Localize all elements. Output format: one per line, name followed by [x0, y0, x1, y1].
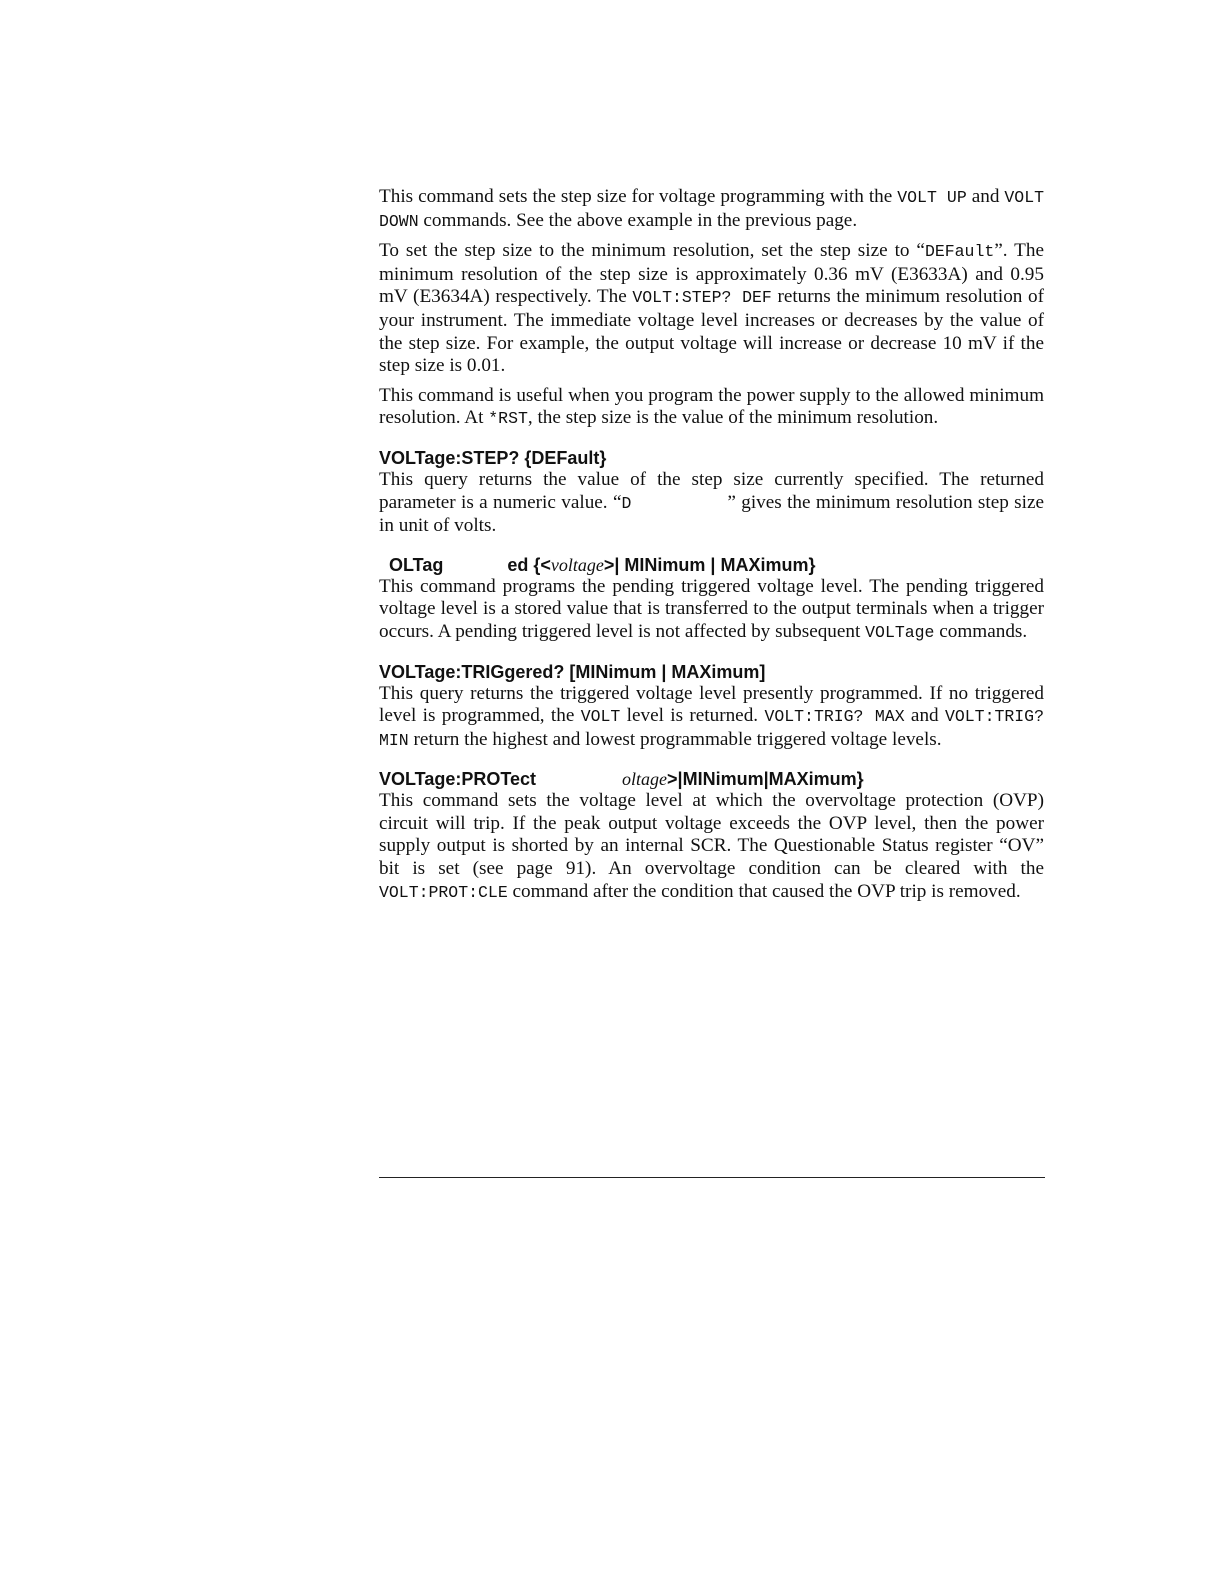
- text: ” gives the minimum resolution step size in unit of volts.: [379, 491, 1044, 537]
- section-heading: VOLTage:TRIGgered? [MINimum | MAXimum]: [379, 661, 766, 682]
- section-body: [379, 683, 1044, 753]
- code-volt-step-query: VOLT:STEP? DEF: [632, 288, 772, 308]
- heading-part: >|MINimum|MAXimum}: [667, 769, 864, 790]
- text: , the step size is the value of the minimum resolution.: [527, 407, 939, 429]
- code-volt-trig-max: VOLT:TRIG? MAX: [764, 707, 905, 727]
- intro-paragraph-1: [379, 186, 1044, 233]
- text: returns the minimum resolution of your instrument. The immediate voltage level increases or decreases by the value of the step size. For example, the output voltage will increase or decrease 10 mV if the step size is 0.01.: [379, 286, 1044, 377]
- code-volt-prot-cle: VOLT:PROT:CLE: [379, 882, 508, 902]
- section-step-query: [379, 447, 1044, 538]
- heading-part: OLTag: [389, 554, 444, 575]
- heading-part: ed {<: [507, 554, 551, 575]
- page-content: [379, 186, 1044, 911]
- section-body: [379, 576, 1044, 645]
- code-voltage: VOLTage: [865, 622, 935, 642]
- section-protect: [379, 768, 1044, 904]
- intro-paragraph-3: [379, 385, 1044, 431]
- text: return the highest and lowest programmable triggered voltage levels.: [408, 728, 942, 750]
- section-heading: VOLTage:STEP? {DEFault}: [379, 447, 607, 468]
- section-triggered-query: [379, 661, 1044, 753]
- code-volt: VOLT: [580, 707, 621, 727]
- heading-param: voltage: [550, 554, 604, 575]
- text: To set the step size to the minimum resolution, set the step size to “: [379, 240, 925, 262]
- code-fragment: D: [621, 493, 632, 513]
- text: level is returned.: [620, 705, 765, 727]
- text: This command programs the pending triggered voltage level. The pending triggered voltage level is a stored value that is transferred to the output terminals when a trigger occurs. A pending triggered level is not affected by subsequent: [379, 575, 1044, 642]
- heading-part: >| MINimum | MAXimum}: [603, 554, 816, 575]
- code-rst: *RST: [488, 409, 528, 429]
- section-body: [379, 469, 1044, 538]
- intro-paragraph-2: [379, 240, 1044, 378]
- text: commands. See the above example in the previous page.: [418, 209, 858, 231]
- footer-rule: [379, 1177, 1045, 1178]
- text: This query returns the triggered voltage level presently programmed. If no triggered level is programmed, the: [379, 682, 1044, 727]
- text: and: [904, 705, 945, 727]
- code-default: DEFault: [924, 242, 995, 262]
- section-heading: [379, 768, 1044, 790]
- code-volt-down: VOLT DOWN: [379, 188, 1044, 231]
- section-heading: [379, 554, 1044, 576]
- text: This command is useful when you program the power supply to the allowed minimum resolution. At: [379, 384, 1044, 429]
- text: ”. The minimum resolution of the step size is approximately 0.36 mV (E3633A) and 0.95 mV (E3634A) respectively. The: [379, 240, 1044, 308]
- code-volt-trig-min: VOLT:TRIG? MIN: [379, 707, 1044, 750]
- heading-part: VOLTage:PROTect: [379, 769, 537, 790]
- text: This query returns the value of the step size currently specified. The returned parameter is a numeric value. “: [379, 468, 1044, 513]
- section-triggered: [379, 554, 1044, 645]
- text: This command sets the voltage level at which the overvoltage protection (OVP) circuit will trip. If the peak output voltage exceeds the OVP level, then the power supply output is shorted by an internal SCR. The Questionable Status register “OV” bit is set (see page 91). An overvoltage condition can be cleared with the: [379, 790, 1044, 880]
- text: This command sets the step size for voltage programming with the: [379, 186, 898, 207]
- code-volt-up: VOLT UP: [897, 188, 967, 207]
- text: commands.: [934, 620, 1028, 642]
- text: and: [966, 186, 1005, 207]
- heading-param: oltage: [622, 769, 668, 790]
- text: command after the condition that caused the OVP trip is removed.: [507, 880, 1021, 902]
- section-body: [379, 790, 1044, 904]
